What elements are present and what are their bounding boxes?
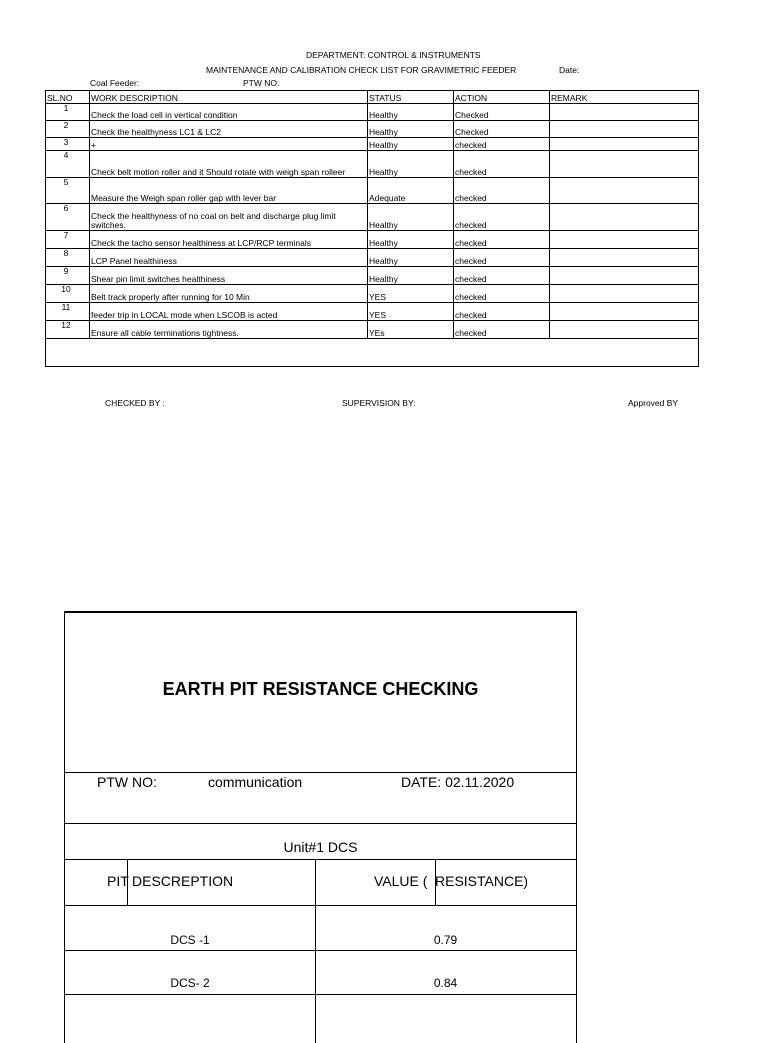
status-cell: Healthy xyxy=(368,121,454,138)
status-cell: Adequate xyxy=(368,178,454,204)
remark-cell xyxy=(550,249,699,267)
date-label: Date: xyxy=(559,65,580,75)
table-row xyxy=(46,303,699,321)
pit-date: DATE: 02.11.2020 xyxy=(401,774,515,790)
remark-cell xyxy=(550,151,699,178)
desc-cell: Check belt motion roller and it Should rotate with weigh span rolleer xyxy=(90,151,368,178)
supervision-by-label: SUPERVISION BY: xyxy=(342,398,416,408)
pit-row-value: 0.79 xyxy=(433,933,458,947)
remark-cell xyxy=(550,267,699,285)
table-row xyxy=(46,121,699,138)
action-cell: checked xyxy=(454,285,550,303)
status-cell: Healthy xyxy=(368,151,454,178)
status-cell: Healthy xyxy=(368,204,454,231)
table-row xyxy=(46,285,699,303)
column-header: WORK DESCRIPTION xyxy=(90,91,368,104)
sl-cell: 5 xyxy=(46,178,90,204)
desc-cell: Measure the Weigh span roller gap with lever bar xyxy=(90,178,368,204)
action-cell: checked xyxy=(454,267,550,285)
divider xyxy=(65,823,576,824)
approved-by-label: Approved BY xyxy=(628,398,679,408)
action-cell: checked xyxy=(454,204,550,231)
action-cell: checked xyxy=(454,303,550,321)
checked-by-label: CHECKED BY : xyxy=(105,398,165,408)
sl-cell: 12 xyxy=(46,321,90,339)
column-header: SL.NO xyxy=(46,91,90,104)
sl-cell: 11 xyxy=(46,303,90,321)
desc-cell: + xyxy=(90,138,368,151)
desc-cell: LCP Panel healthiness xyxy=(90,249,368,267)
sl-cell: 1 xyxy=(46,104,90,121)
col-resistance-label: RESISTANCE) xyxy=(435,873,529,889)
column-divider xyxy=(315,859,316,1043)
table-header-row xyxy=(46,91,699,104)
desc-cell: Ensure all cable terminations tightness. xyxy=(90,321,368,339)
sl-cell: 9 xyxy=(46,267,90,285)
column-header: REMARK xyxy=(550,91,699,104)
pit-ptw-value: communication xyxy=(208,774,303,790)
remark-cell xyxy=(550,121,699,138)
action-cell: checked xyxy=(454,231,550,249)
status-cell: YEs xyxy=(368,321,454,339)
remark-cell xyxy=(550,321,699,339)
desc-cell: Shear pin limit switches healthiness xyxy=(90,267,368,285)
remark-cell xyxy=(550,204,699,231)
blank-row xyxy=(46,339,699,367)
table-row xyxy=(46,267,699,285)
status-cell: Healthy xyxy=(368,104,454,121)
document-title: MAINTENANCE AND CALIBRATION CHECK LIST FOR GRAVIMETRIC FEEDER xyxy=(206,65,517,75)
divider xyxy=(65,905,576,906)
status-cell: Healthy xyxy=(368,249,454,267)
status-cell: Healthy xyxy=(368,138,454,151)
column-header: STATUS xyxy=(368,91,454,104)
remark-cell xyxy=(550,178,699,204)
earth-pit-title: EARTH PIT RESISTANCE CHECKING xyxy=(162,679,479,699)
sl-cell: 7 xyxy=(46,231,90,249)
ptw-label: PTW NO: xyxy=(243,78,280,88)
desc-cell: Check the tacho sensor healthiness at LCP/RCP terminals xyxy=(90,231,368,249)
status-cell: YES xyxy=(368,285,454,303)
action-cell: checked xyxy=(454,249,550,267)
earth-pit-table xyxy=(64,611,577,1043)
pit-ptw-label: PTW NO: xyxy=(97,774,157,790)
table-row xyxy=(46,138,699,151)
status-cell: YES xyxy=(368,303,454,321)
blank-cell xyxy=(46,339,699,367)
table-row xyxy=(46,249,699,267)
status-cell: Healthy xyxy=(368,267,454,285)
remark-cell xyxy=(550,104,699,121)
sl-cell: 6 xyxy=(46,204,90,231)
desc-cell: feeder trip in LOCAL mode when LSCOB is acted xyxy=(90,303,368,321)
action-cell: Checked xyxy=(454,104,550,121)
col-value-label: VALUE ( xyxy=(374,873,428,889)
action-cell: checked xyxy=(454,138,550,151)
table-row xyxy=(46,231,699,249)
action-cell: checked xyxy=(454,321,550,339)
pit-row-description: DCS -1 xyxy=(170,933,210,947)
column-header: ACTION xyxy=(454,91,550,104)
sl-cell: 2 xyxy=(46,121,90,138)
action-cell: checked xyxy=(454,151,550,178)
sl-cell: 3 xyxy=(46,138,90,151)
divider xyxy=(65,950,576,951)
pit-row-description: DCS- 2 xyxy=(170,976,210,990)
desc-cell: Check the healthyness of no coal on belt and discharge plug limit switches. xyxy=(90,204,368,231)
table-row xyxy=(46,204,699,231)
department-heading: DEPARTMENT: CONTROL & INSTRUMENTS xyxy=(306,50,481,60)
table-row xyxy=(46,104,699,121)
coal-feeder-label: Coal Feeder: xyxy=(90,78,140,88)
remark-cell xyxy=(550,231,699,249)
action-cell: Checked xyxy=(454,121,550,138)
divider xyxy=(65,994,576,995)
divider xyxy=(65,859,576,860)
sl-cell: 10 xyxy=(46,285,90,303)
remark-cell xyxy=(550,303,699,321)
desc-cell: Check the load cell in vertical condition xyxy=(90,104,368,121)
checklist-table xyxy=(45,90,699,367)
status-cell: Healthy xyxy=(368,231,454,249)
remark-cell xyxy=(550,285,699,303)
desc-cell: Belt track properly after running for 10 Min xyxy=(90,285,368,303)
unit-label: Unit#1 DCS xyxy=(283,839,358,855)
desc-cell: Check the healthyness LC1 & LC2 xyxy=(90,121,368,138)
divider xyxy=(65,772,576,773)
table-row xyxy=(46,321,699,339)
action-cell: checked xyxy=(454,178,550,204)
sl-cell: 4 xyxy=(46,151,90,178)
sl-cell: 8 xyxy=(46,249,90,267)
col-description-label: DESCREPTION xyxy=(132,873,234,889)
table-row xyxy=(46,151,699,178)
remark-cell xyxy=(550,138,699,151)
pit-row-value: 0.84 xyxy=(433,976,458,990)
table-row xyxy=(46,178,699,204)
col-pit-label: PIT xyxy=(107,873,129,889)
